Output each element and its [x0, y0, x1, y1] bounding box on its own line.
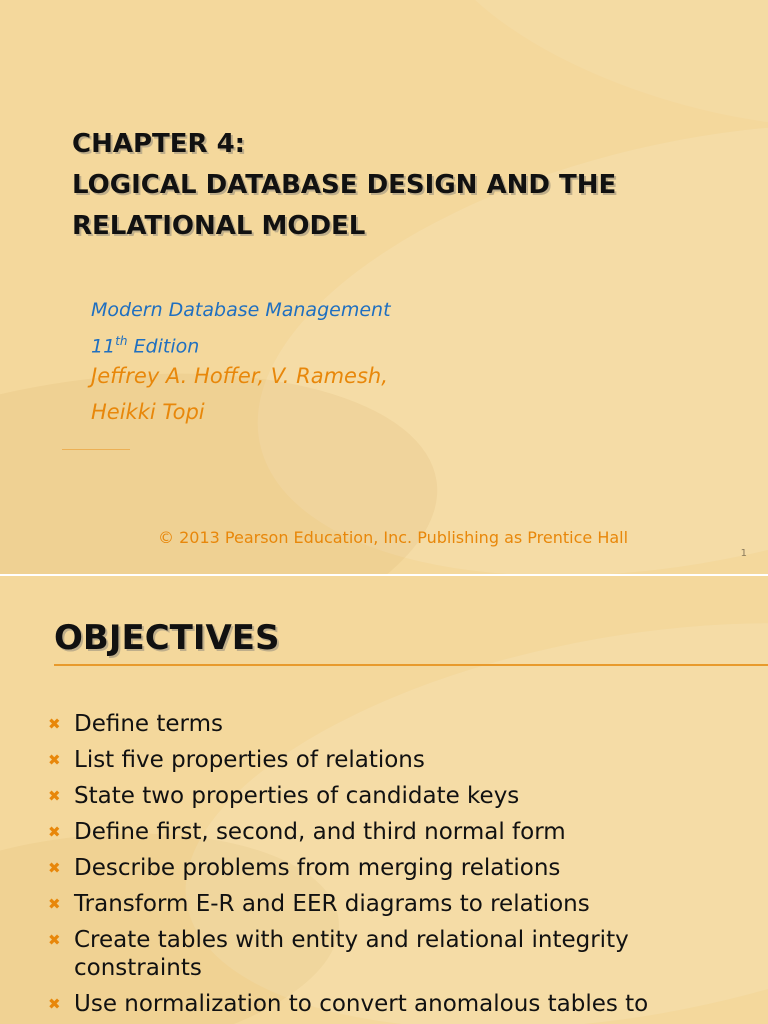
x-bullet-icon: ✖ [48, 751, 61, 769]
authors [91, 358, 388, 430]
list-item: ✖ Create tables with entity and relational integrity constraints [48, 927, 629, 981]
author-line: Jeffrey A. Hoffer, V. Ramesh, [91, 364, 388, 388]
objectives-list [48, 710, 748, 1024]
x-bullet-icon: ✖ [48, 931, 61, 949]
list-item: ✖ State two properties of candidate keys [48, 783, 520, 809]
x-bullet-icon: ✖ [48, 823, 61, 841]
x-bullet-icon: ✖ [48, 895, 61, 913]
edition-suffix: th [115, 334, 128, 348]
objectives-title: OBJECTIVES [54, 618, 280, 658]
x-bullet-icon: ✖ [48, 715, 61, 733]
x-bullet-icon: ✖ [48, 787, 61, 805]
edition-word: Edition [133, 335, 200, 358]
copyright-notice: © 2013 Pearson Education, Inc. Publishing as Prentice Hall [158, 528, 629, 547]
book-info [91, 295, 391, 362]
list-item: ✖ Transform E-R and EER diagrams to relations [48, 891, 590, 917]
slide-number: 1 [740, 548, 747, 559]
chapter-title-line: RELATIONAL MODEL [72, 211, 366, 241]
list-item: ✖ Define first, second, and third normal form [48, 819, 566, 845]
list-item: ✖ Define terms [48, 711, 223, 737]
list-item: ✖ List five properties of relations [48, 747, 425, 773]
list-item: ✖ Use normalization to convert anomalous tables to [48, 991, 649, 1017]
divider [62, 449, 130, 450]
chapter-title-line: LOGICAL DATABASE DESIGN AND THE [72, 170, 617, 200]
objectives-slide [0, 576, 768, 1024]
chapter-title-line: CHAPTER 4: [72, 129, 246, 159]
author-line: Heikki Topi [91, 400, 205, 424]
list-item: ✖ Describe problems from merging relations [48, 855, 561, 881]
book-title: Modern Database Management [91, 299, 391, 321]
edition-number: 11 [91, 335, 116, 358]
book-edition [91, 326, 391, 362]
x-bullet-icon: ✖ [48, 859, 61, 877]
x-bullet-icon: ✖ [48, 995, 61, 1013]
chapter-title [72, 124, 616, 247]
title-underline [54, 664, 768, 666]
